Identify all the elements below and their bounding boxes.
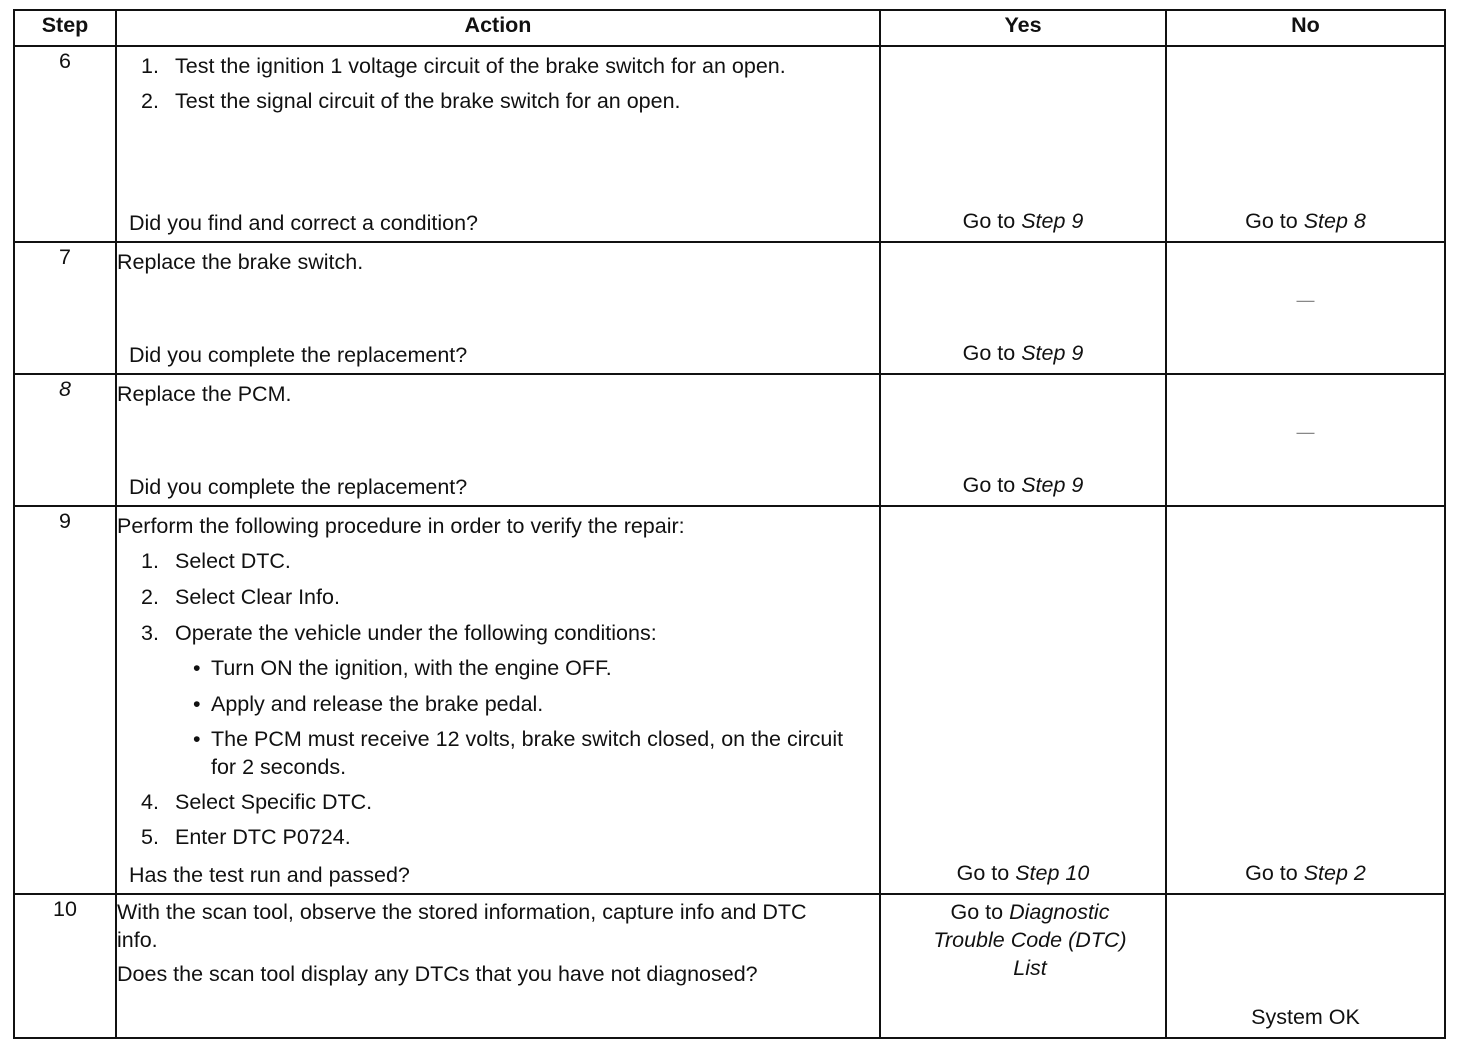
action-text: With the scan tool, observe the stored information, capture info and DTC info. (117, 900, 807, 952)
no-cell (1166, 46, 1445, 242)
table-row (14, 242, 1445, 374)
action-text: Replace the PCM. (117, 382, 292, 406)
step-number: 7 (14, 242, 116, 374)
header-step: Step (14, 10, 116, 46)
yes-cell (880, 374, 1166, 506)
list-item: 2. Test the signal circuit of the brake switch for an open. (141, 89, 681, 113)
action-cell (116, 374, 880, 506)
bullet-item: • Turn ON the ignition, with the engine OFF. (193, 656, 612, 680)
no-result: Go to Step 8 (1245, 209, 1366, 233)
yes-cell (880, 242, 1166, 374)
no-result: Go to Step 2 (1245, 861, 1366, 885)
question-text: Did you find and correct a condition? (129, 211, 478, 235)
question-text: Does the scan tool display any DTCs that you have not diagnosed? (117, 962, 758, 986)
no-cell (1166, 242, 1445, 374)
question-text: Has the test run and passed? (129, 863, 410, 887)
header-row (14, 10, 1445, 46)
no-result: — (1296, 422, 1315, 442)
no-cell (1166, 374, 1445, 506)
header-action: Action (116, 10, 880, 46)
question-text: Did you complete the replacement? (129, 343, 468, 367)
yes-result: Go to Step 9 (962, 473, 1084, 497)
bullet-item: • Apply and release the brake pedal. (193, 692, 544, 716)
step-number: 9 (14, 506, 116, 894)
yes-cell (880, 506, 1166, 894)
table-row (14, 894, 1445, 1038)
yes-result: Go to Step 10 (956, 861, 1090, 885)
no-result: System OK (1251, 1005, 1360, 1029)
yes-result: Go to Step 9 (962, 209, 1084, 233)
yes-result: Go to Step 9 (962, 341, 1084, 365)
action-cell (116, 46, 880, 242)
question-text: Did you complete the replacement? (129, 475, 468, 499)
header-no: No (1166, 10, 1445, 46)
table-row (14, 506, 1445, 894)
list-item: 3. Operate the vehicle under the following conditions: (141, 621, 657, 645)
list-item: 1. Test the ignition 1 voltage circuit of the brake switch for an open. (141, 54, 786, 78)
action-cell (116, 242, 880, 374)
yes-result: Go to Diagnostic Trouble Code (DTC) List (933, 900, 1127, 980)
no-cell (1166, 894, 1445, 1038)
action-cell (116, 894, 880, 1038)
step-number: 8 (14, 374, 116, 506)
step-number: 10 (14, 894, 116, 1038)
action-cell (116, 506, 880, 894)
yes-cell (880, 894, 1166, 1038)
header-yes: Yes (880, 10, 1166, 46)
list-item: 4. Select Specific DTC. (141, 790, 373, 814)
list-item: 2. Select Clear Info. (141, 585, 340, 609)
yes-cell (880, 46, 1166, 242)
bullet-item: • The PCM must receive 12 volts, brake switch closed, on the circuit for 2 seconds. (193, 727, 844, 779)
intro-text: Perform the following procedure in order to verify the repair: (117, 514, 685, 538)
list-item: 5. Enter DTC P0724. (141, 825, 351, 849)
diagnostic-table (13, 9, 1446, 1039)
action-text: Replace the brake switch. (117, 250, 364, 274)
step-number: 6 (14, 46, 116, 242)
no-result: — (1296, 290, 1315, 310)
table-row (14, 46, 1445, 242)
table-row (14, 374, 1445, 506)
list-item: 1. Select DTC. (141, 549, 291, 573)
no-cell (1166, 506, 1445, 894)
